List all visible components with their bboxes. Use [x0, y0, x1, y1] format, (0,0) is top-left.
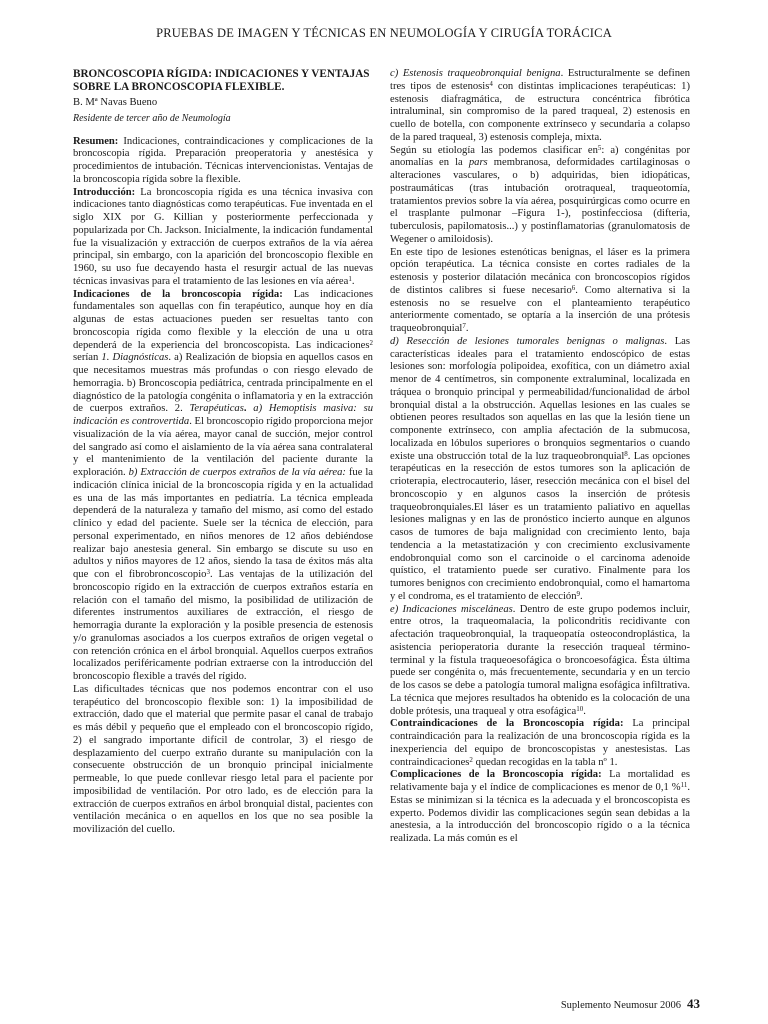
indications-text: Las indicaciones fundamentales son aquellas con fin terapéutico, aunque hoy en día algunas de estas actuaciones pueden ser resueltas tanto con broncoscopia rígida como flexible y la elección de una u otra dependerá de la experiencia del broncoscopista. Las indicaciones: [73, 288, 373, 351]
cuerpos-extranos-text-2: . Las ventajas de la utilización del broncoscopio rígido en la extracción de cuerpos extraños estaría en relación con el tamaño del mismo, la posibilidad de utilización de diferentes instrumentos auxiliares de extracción, el riesgo de hemorragia durante la exploración y la posible presencia de estenosis y/o granulomas asociados a los cuerpos extraños de origen vegetal o con retención crónica en el árbol bronquial. Aquellos cuerpos extraños localizados periféricamente podrían extraerse con la introducción del broncoscopio flexible a través del rígido.: [73, 569, 373, 682]
resection-text-3: .: [580, 590, 583, 602]
reference-mark: 2: [369, 338, 373, 347]
difficulties-paragraph: Las dificultades técnicas que nos podemos encontrar con el uso terapéutico del broncoscopio flexible son: 1) la imposibilidad de extracción, dado que el material que permite pasar el canal de trabajo es más débil y pequeño que el empleado con el broncoscopio rígido, 2) el sangrado importante difícil de controlar, 3) el riesgo de desplazamiento del cuerpo extraño durante su manipulación con la consecuente obstrucción de un bronquio principal inicialmente permeable, lo que puede conllevar riesgo letal para el paciente por imposibilidad de ventilación. Por otro lado, es de elección para la extracción de cuerpos extraños en árbol bronquial distal, pacientes con ventilación mecánica o en aquellos en los que no sea posible la movilización del cuello.: [73, 683, 373, 835]
reference-mark: 5: [597, 143, 602, 152]
miscellaneous-text-2: .: [583, 705, 586, 717]
intro-text: La broncoscopia rígida es una técnica invasiva con indicaciones tanto diagnósticas como terapéuticas. Fue inventada en el siglo XIX por G. Killian y posteriormente perfeccionada y popularizada por Ch. Jackson. Inicialmente, la indicación fundamental fue la visualización y extracción de cuerpos extraños de la vía aérea principal, sin embargo, con la aparición del broncoscopio flexible en 1960, su uso fue decayendo hasta el resurgir actual de las nuevas técnicas invasivas para el tratamiento de las lesiones en vía aérea: [73, 186, 373, 287]
reference-mark: 9: [576, 589, 580, 598]
cuerpos-extranos-label: b) Extracción de cuerpos extraños de la vía aérea:: [128, 467, 346, 478]
miscellaneous-text: . Dentro de este grupo podemos incluir, entre otros, la traqueomalacia, la policondritis recidivante con afectación traqueobronquial, la traqueopatía osteocondroplástica, la asistencia perioperatoria durante la resección traqueal término-terminal y la fístula traqueoesofágica o broncoesofágica. Ésta última puede ser congénita o, más frecuentemente, secundaria y en un tercio de los casos se debe a patología tumoral maligna esofágica infiltrativa. La técnica que mejores resultados ha obtenido es la colocación de una doble prótesis, una traqueal y otra esofágica: [390, 603, 690, 717]
diagnosticas-label: 1. Diagnósticas: [101, 352, 169, 364]
miscellaneous-label: e) Indicaciones misceláneas: [390, 603, 513, 615]
etiology-text-3: membranosa, deformidades cartilaginosas o alteraciones vasculares, o b) adquiridas, bien idiopáticas, postraumáticas (tras intubación orotraqueal, traqueotomía, tratamientos previos sobre la vía aérea, posquirúrgicas como ocurre en el trasplante pulmonar –Figura 1-), postinfecciosa (difteria, tuberculosis, papilomatosis...) y postinflamatorias (granulomatosis de Wegener o amiloidosis).: [390, 157, 690, 245]
laser-text: En este tipo de lesiones estenóticas benignas, el láser es la primera opción terapéutica. La técnica consiste en cortes radiales de la estenosis y posterior dilatación mecánica con broncoscopios rígidos de distintos calibres si fuese necesario: [390, 246, 690, 296]
stenosis-label: c) Estenosis traqueobronquial benigna: [390, 68, 561, 79]
resection-text-2: . Las opciones terapéuticas en la resección de estos tumores son la aplicación de crioterapia, electrocauterio, láser, resección mecánica con el bisel del broncoscopio y en algunos casos la inserción de prótesis traqueobronquiales.El láser es un tratamiento paliativo en aquellas lesiones malignas y en las de pronóstico incierto aunque en algunos casos de tumores de baja malignidad con crecimiento lento, baja tendencia a la metastatización y con crecimiento exclusivamente endobronquial como son el carcinoide o el carcinoma adenoide quístico, el tratamiento puede ser curativo. Finalmente para los tumores benignos con crecimiento endobronquial, como el hamartoma y el condroma, es el tratamiento de elección: [390, 450, 690, 602]
laser-text-3: .: [465, 323, 469, 334]
contraindications-paragraph: [390, 718, 690, 769]
laser-text-2: . Como alternativa si la estenosis no se resuelve con el planteamiento terapéutico anteriormente comentado, se optaría a la inserción de una prótesis traqueobronquial: [390, 284, 690, 334]
complications-label: Complicaciones de la Broncoscopia rígida:: [390, 769, 602, 781]
resection-paragraph: [390, 336, 690, 604]
etiology-text-2: : a) congénitas por anomalías en la: [390, 144, 691, 169]
miscellaneous-paragraph: [390, 604, 690, 719]
reference-mark: 10: [576, 704, 584, 713]
reference-mark: 1: [348, 274, 352, 283]
hemoptisis-text: . El broncoscopio rígido proporciona mejor visualización de la vía aérea, mayor canal de succión, mejor control del sangrado así como el aislamiento de la vía aérea sana contralateral y el mantenimiento de la ventilación del paciente durante la exploración.: [73, 416, 373, 478]
laser-paragraph: [390, 247, 690, 336]
stenosis-text: . Estructuralmente se definen tres tipos de estenosis: [390, 68, 690, 92]
affiliation: Residente de tercer año de Neumología: [73, 112, 231, 124]
contraindications-text: La principal contraindicación para la realización de una broncoscopia rígida es la inexperiencia del equipo de broncoscopistas y anestesistas. Las contraindicaciones: [390, 718, 690, 768]
introduction-paragraph: Introducción: La broncoscopia rígida es una técnica invasiva con indicaciones tanto diagnósticas como terapéuticas. Fue inventada en el siglo XIX por G. Killian y posteriormente perfeccionada y popularizada por Ch. Jackson. Inicialmente, la indicación fundamental fue la visualización y extracción de cuerpos extraños de la vía aérea principal, sin embargo, con la aparición del broncoscopio flexible en 1960, su uso fue decayendo hasta el resurgir actual de las nuevas técnicas invasivas para el tratamiento de las lesiones en vía aérea$^1$.: [73, 186, 373, 287]
left-column: [73, 68, 373, 837]
pars-term: pars: [468, 157, 488, 169]
page-footer: [540, 996, 700, 1012]
reference-mark: 6: [571, 283, 576, 292]
reference-mark: 2: [469, 755, 473, 764]
resection-label: d) Resección de lesiones tumorales benignas o malignas: [390, 335, 665, 347]
stenosis-paragraph: [390, 68, 690, 145]
diagnosticas-text: . a) Realización de biopsia en aquellos casos en que necesitamos muestras más profundas o con riesgo elevado de hemorragia. b) Broncoscopia pediátrica, centrada principalmente en el diagnóstico de la patología congénita o inflamatoria y en la extracción de cuerpos extraños. 2.: [73, 352, 373, 415]
running-head: PRUEBAS DE IMAGEN Y TÉCNICAS EN NEUMOLOGÍA Y CIRUGÍA TORÁCICA: [156, 26, 612, 40]
contraindications-text-2: quedan recogidas en la tabla nº 1.: [472, 756, 618, 768]
reference-mark: 3: [206, 568, 210, 576]
reference-mark: 7: [462, 322, 466, 330]
hemoptisis-label: a) Hemoptisis masiva: su indicación es controvertida: [73, 403, 374, 427]
indications-paragraph: [73, 289, 373, 684]
resumen-label: Resumen:: [73, 135, 119, 147]
stenosis-text-2: con distintas implicaciones terapéuticas: 1) estenosis diafragmática, de estructura concéntrica fibrótica intraluminal, sin compromiso de la pared traqueal, 2) estenosis en cuello de botella, con componente extrínseco y secundaria a colapso de la pared traqueal, 3) estenosis compleja, mixta.: [390, 80, 690, 143]
article-title: BRONCOSCOPIA RÍGIDA: INDICACIONES Y VENTAJAS SOBRE LA BRONCOSCOPIA FLEXIBLE.: [73, 68, 370, 93]
complications-text: La mortalidad es relativamente baja y el índice de complicaciones es menor de 0,1 %: [390, 769, 690, 793]
cuerpos-extranos-text: fue la indicación clínica inicial de la broncoscopia rígida y en la actualidad es una de las más importantes en pediatría. La técnica empleada dependerá de la naturaleza y tamaño del mismo, así como del estado clínico y edad del paciente. Suele ser la técnica de elección, para personal experimentado, en niños menores de 12 años debiéndose realizar bajo anestesia general. Sin embargo se discute su uso en adultos y niños mayores de 12 años, siendo la tasa de éxitos más alta que con el fibrobroncoscopio: [73, 467, 373, 580]
terapeuticas-dot: .: [243, 403, 254, 415]
reference-mark: 4: [489, 79, 493, 88]
journal-name: Suplemento Neumosur 2006: [560, 1000, 681, 1011]
complications-text-2: . Estas se minimizan si la técnica es la adecuada y el broncoscopista es experto. Podemos dividir las complicaciones según sean debidas a la anestesia, a la introducción del broncoscopio rígido o a la técnica realizada. La más común es el: [390, 782, 690, 844]
author: B. Mª Navas Bueno: [73, 97, 158, 108]
reference-mark: 11: [680, 781, 688, 789]
intro-label: Introducción:: [73, 186, 136, 198]
page-number: 43: [687, 996, 700, 1011]
resumen-text: Indicaciones, contraindicaciones y complicaciones de la broncoscopia rígida. Preparación preoperatoria y anestésica y procedimientos de intubación. Técnicas intervencionistas. Ventajas de la broncoscopia rígida sobre la flexible.: [73, 135, 373, 185]
complications-paragraph: [390, 769, 690, 846]
etiology-paragraph: [390, 145, 690, 247]
right-column: [390, 68, 690, 846]
etiology-text: Según su etiología las podemos clasificar en: [390, 144, 598, 156]
indications-label: Indicaciones de la broncoscopia rígida:: [73, 288, 283, 300]
abstract-paragraph: [73, 136, 373, 187]
contraindications-label: Contraindicaciones de la Broncoscopia rígida:: [390, 718, 624, 730]
resection-text: . Las características ideales para el tratamiento endoscópico de estas lesiones son: morfología polipoidea, exofítica, con un diámetro axial menor de 4 centímetros, sin componente extraluminal, localizada en tráquea o bronquio principal y permeabilidad/funcionalidad de árbol bronquial distal a la obstrucción. Aquellas lesiones en las cuales se obtienen peores resultados son aquellas en las que la lesión tiene un componente extrínseco, con amplia afectación de la submucosa, localizada en lóbulos superiores o bronquios segmentarios o cuando existe una obstrucción total de la luz traqueobronquial: [390, 335, 691, 462]
terapeuticas-label: Terapéuticas: [189, 403, 244, 415]
reference-mark: 8: [624, 449, 628, 458]
indications-text-2: serían: [73, 352, 102, 364]
